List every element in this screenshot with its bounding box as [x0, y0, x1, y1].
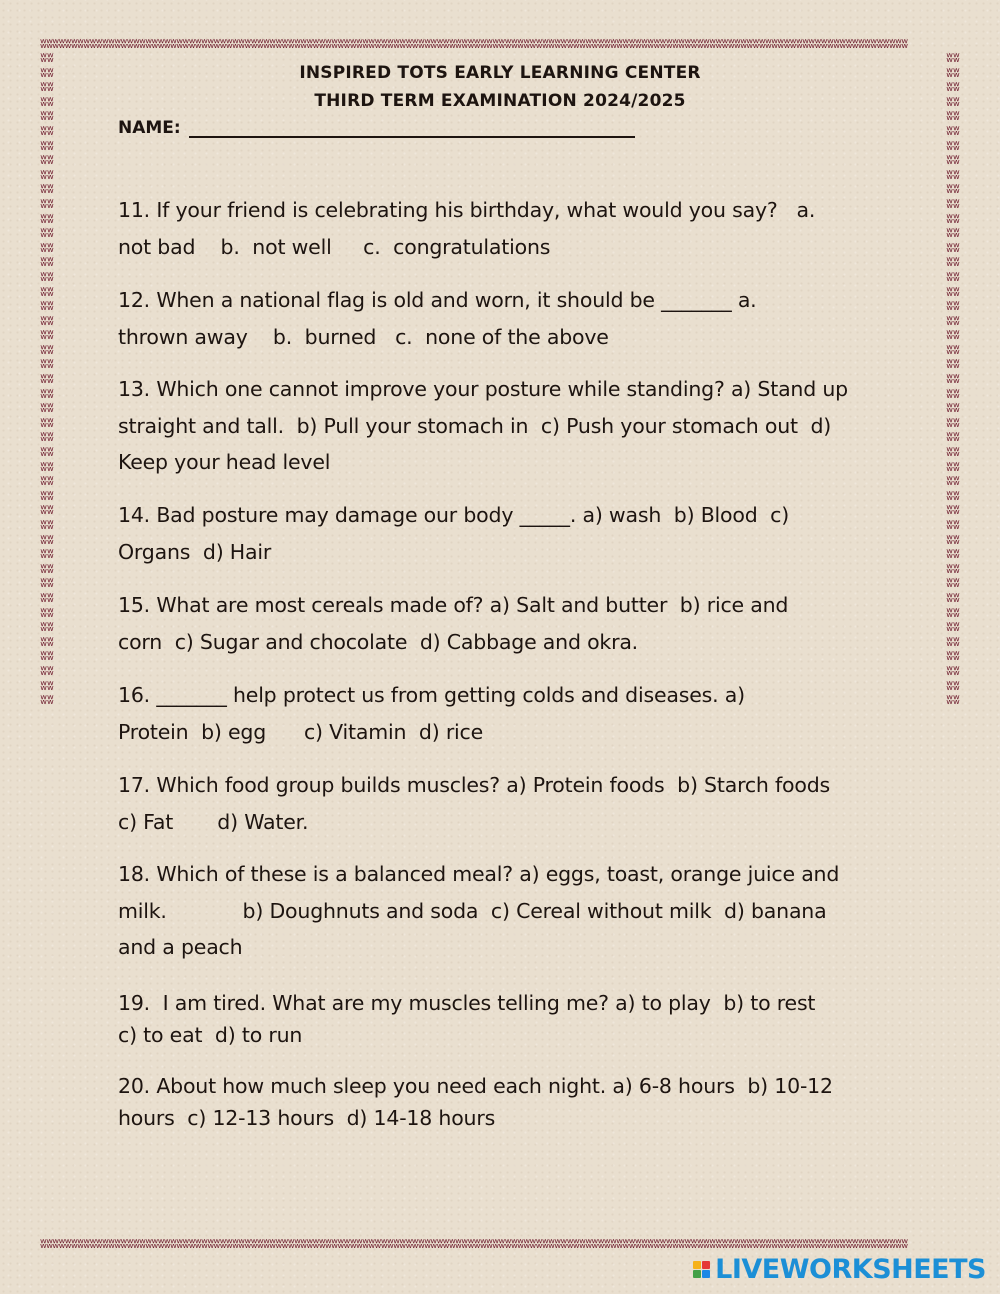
border-left: ʬʬʬʬʬʬʬʬʬʬʬʬʬʬʬʬʬʬʬʬʬʬʬʬʬʬʬʬʬʬʬʬʬʬʬʬʬʬʬʬʬʬʬʬʬʬʬʬʬʬʬʬʬʬʬʬʬʬʬʬʬʬʬʬʬʬʬʬʬʬʬʬʬʬʬʬʬʬʬʬʬʬʬʬʬʬʬʬʬʬ [40, 52, 54, 709]
question-16: 16. _______ help protect us from getting colds and diseases. a) Protein b) egg c) Vitamin d) rice [118, 683, 745, 744]
logo-text: LIVEWORKSHEETS [715, 1253, 986, 1285]
logo-square-3 [693, 1270, 701, 1278]
border-top: ʬʬʬʬʬʬʬʬʬʬʬʬʬʬʬʬʬʬʬʬʬʬʬʬʬʬʬʬʬʬʬʬʬʬʬʬʬʬʬʬʬʬʬʬʬʬʬʬʬʬʬʬʬʬʬʬʬʬʬʬʬʬʬʬʬʬʬʬʬʬʬʬʬʬʬʬʬʬʬʬʬʬʬʬʬʬʬʬʬʬʬʬʬʬʬʬʬʬʬʬʬʬʬʬʬʬʬʬʬʬʬʬʬʬʬʬʬʬʬʬʬʬʬʬʬʬʬʬʬʬʬʬʬʬʬʬʬʬʬʬ [40, 38, 908, 52]
question-14: 14. Bad posture may damage our body _____. a) wash b) Blood c) Organs d) Hair [118, 503, 790, 564]
question-11: 11. If your friend is celebrating his birthday, what would you say? a. not bad b. not well c. congratulations [118, 198, 816, 259]
border-bottom: ʬʬʬʬʬʬʬʬʬʬʬʬʬʬʬʬʬʬʬʬʬʬʬʬʬʬʬʬʬʬʬʬʬʬʬʬʬʬʬʬʬʬʬʬʬʬʬʬʬʬʬʬʬʬʬʬʬʬʬʬʬʬʬʬʬʬʬʬʬʬʬʬʬʬʬʬʬʬʬʬʬʬʬʬʬʬʬʬʬʬʬʬʬʬʬʬʬʬʬʬʬʬʬʬʬʬʬʬʬʬʬʬʬʬʬʬʬʬʬʬʬʬʬʬʬʬʬʬʬʬʬʬʬʬʬʬʬʬʬʬ [40, 1238, 908, 1252]
question-20: 20. About how much sleep you need each night. a) 6-8 hours b) 10-12 hours c) 12-13 hours d) 14-18 hours [118, 1074, 833, 1130]
question-15: 15. What are most cereals made of? a) Salt and butter b) rice and corn c) Sugar and chocolate d) Cabbage and okra. [118, 593, 789, 654]
question-18: 18. Which of these is a balanced meal? a) eggs, toast, orange juice and milk. b) Doughnuts and soda c) Cereal without milk d) banana and a peach [118, 862, 840, 959]
liveworksheets-logo[interactable] [693, 1252, 986, 1286]
logo-square-4 [702, 1270, 710, 1278]
border-right: ʬʬʬʬʬʬʬʬʬʬʬʬʬʬʬʬʬʬʬʬʬʬʬʬʬʬʬʬʬʬʬʬʬʬʬʬʬʬʬʬʬʬʬʬʬʬʬʬʬʬʬʬʬʬʬʬʬʬʬʬʬʬʬʬʬʬʬʬʬʬʬʬʬʬʬʬʬʬʬʬʬʬʬʬʬʬʬʬʬʬ [946, 52, 960, 709]
logo-square-2 [702, 1261, 710, 1269]
school-name: INSPIRED TOTS EARLY LEARNING CENTER [299, 63, 701, 83]
name-label: NAME: [118, 118, 181, 138]
question-12: 12. When a national flag is old and worn, it should be _______ a. thrown away b. burned c. none of the above [118, 288, 757, 349]
liveworksheets-logo-icon [693, 1261, 710, 1278]
question-13: 13. Which one cannot improve your posture while standing? a) Stand up straight and tall. b) Pull your stomach in c) Push your stomach out d) Keep your head level [118, 377, 848, 474]
exam-title: THIRD TERM EXAMINATION 2024/2025 [314, 91, 686, 111]
logo-square-1 [693, 1261, 701, 1269]
question-19: 19. I am tired. What are my muscles telling me? a) to play b) to rest c) to eat d) to run [118, 991, 816, 1047]
name-field[interactable] [189, 116, 635, 138]
name-row [118, 116, 635, 138]
question-17: 17. Which food group builds muscles? a) Protein foods b) Starch foods c) Fat d) Water. [118, 773, 831, 834]
